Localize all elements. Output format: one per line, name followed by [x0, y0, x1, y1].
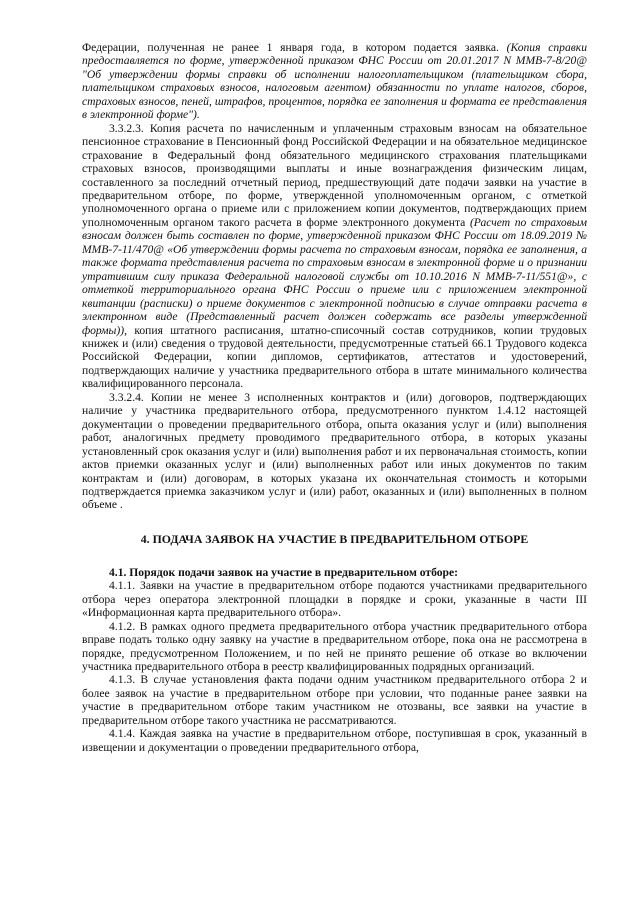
- paragraph-text: Каждая заявка на участие в предварительном отборе, поступившая в срок, указанный в извещении и документации о проведении предварительного отбора,: [82, 727, 587, 754]
- paragraph-text: В рамках одного предмета предварительного отбора участник предварительного отбора вправе подать только одну заявку на участие в предварительном отборе, пока она не рассмотрена в порядке, предусмотренном Положением, и по ней не принято решение об отказе во включении участника предварительного отбора в реестр квалифицированных подрядных организаций.: [82, 619, 587, 674]
- clause-number: 4.1.4.: [109, 727, 136, 741]
- clause-number: 4.1.3.: [109, 673, 136, 687]
- paragraph-text: Заявки на участие в предварительном отборе подаются участниками предварительного отбора через оператора электронной площадки в порядке и сроки, указанные в части III «Информационная карта предварительного отбора».: [82, 579, 587, 620]
- paragraph-4-1-1: [82, 579, 587, 619]
- paragraph-3-3-2-4: [82, 391, 587, 512]
- paragraph-4-1-4: [82, 727, 587, 754]
- paragraph-italic-note: (Расчет по страховым взносам должен быть составлен по форме, утвержденной приказом ФНС России от 18.09.2019 № ММВ-7-11/470@ «Об утверждении формы расчета по страховым взносам, порядка ее заполнения, а также формата представления расчета по страховым взносам в электронной форме и о признании утратившим силу приказа Федеральной налоговой службы от 10.10.2016 N ММВ-7-11/551@», с отметкой территориального органа ФНС России о приеме или с приложением электронной квитанции (расписки) о приеме документов с электронной подписью в случае отправки расчета в электронном виде (Представленный расчет должен содержать все разделы утвержденной формы)): [82, 215, 587, 337]
- paragraph-4-1-2: [82, 620, 587, 674]
- clause-number: 4.1.1.: [109, 579, 136, 593]
- paragraph-text: Федерации, полученная не ранее 1 января года, в котором подается заявка.: [82, 41, 499, 54]
- paragraph-text: Копии не менее 3 исполненных контрактов и (или) договоров, подтверждающих наличие у участника предварительного отбора, предусмотренного пунктом 1.4.12 настоящей документации о проведении предварительного отбора, опыта оказания услуг и (или) выполнения работ, аналогичных предмету проводимого предварительного отбора, в которых указаны установленный срок оказания услуг и (или) выполнения работ и их первоначальная стоимость, копии актов приемки оказанных услуг и (или) выполненных работ или иных документов по таким контрактам и (или) договорам, в которых указана их окончательная стоимость и которыми подтверждается приемка заказчиком услуг и (или) работ, оказанных и (или) выполненных в полном объеме .: [82, 390, 587, 512]
- subsection-heading: 4.1. Порядок подачи заявок на участие в предварительном отборе:: [109, 565, 458, 579]
- clause-number: 3.3.2.3.: [109, 121, 144, 135]
- paragraph-text-tail: , копия штатного расписания, штатно-списочный состав сотрудников, копии трудовых книжек и (или) сведения о трудовой деятельности, предусмотренные статьей 66.1 Трудового кодекса Российской Федерации, копии дипломов, сертификатов, аттестатов и удостоверений, подтверждающих наличие у участника предварительного отбора в штате минимального количества квалифицированного персонала.: [82, 323, 587, 391]
- paragraph-italic-note: (Копия справки предоставляется по форме, утвержденной приказом ФНС России от 20.01.2017 N ММВ-7-8/20@ "Об утверждении формы справки об исполнении налогоплательщиком (плательщиком сбора, плательщиком страховых взносов, налоговым агентом) обязанности по уплате налогов, сборов, страховых взносов, пеней, штрафов, процентов, порядка ее заполнения и формата ее представления в электронной форме").: [82, 41, 587, 122]
- paragraph-4-1-3: [82, 673, 587, 727]
- paragraph-text: Копия расчета по начисленным и уплаченным страховым взносам на обязательное пенсионное страхование в Пенсионный фонд Российской Федерации и на обязательное медицинское страхование в Федеральный фонд обязательного медицинского страхования плательщиками страховых взносов, производящими выплаты и иные вознаграждения физическим лицам, составленного за последний отчетный период, предшествующий дате подачи заявки на участие в предварительном отборе, по форме, утвержденной уполномоченным органом, с отметкой уполномоченного органа о приеме или с приложением копии документов, подтверждающих прием уполномоченным органом такого расчета в форме электронного документа: [82, 121, 587, 229]
- paragraph-3-3-2-3: [82, 122, 587, 391]
- paragraph-text: В случае установления факта подачи одним участником предварительного отбора 2 и более заявок на участие в предварительном отборе при условии, что поданные ранее заявки на участие в предварительном отборе таким участником не отозваны, все заявки на участие в предварительном отборе такого участника не рассматриваются.: [82, 673, 587, 727]
- section-heading: 4. ПОДАЧА ЗАЯВОК НА УЧАСТИЕ В ПРЕДВАРИТЕЛЬНОМ ОТБОРЕ: [140, 531, 529, 546]
- paragraph-certificate-continuation: [82, 41, 587, 122]
- clause-number: 3.3.2.4.: [109, 390, 144, 404]
- clause-number: 4.1.2.: [109, 619, 136, 633]
